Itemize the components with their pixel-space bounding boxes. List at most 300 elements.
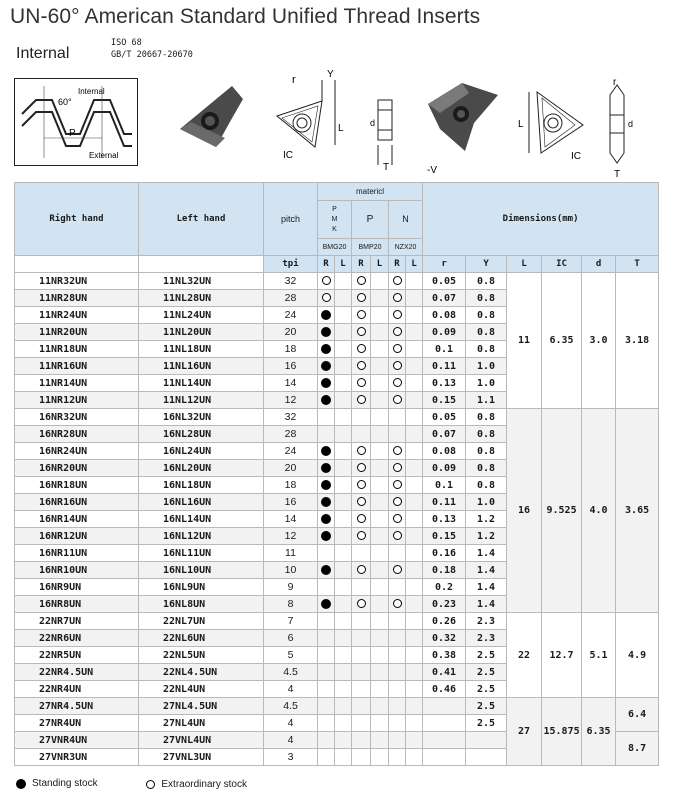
tpi-cell: 10 xyxy=(264,562,318,579)
open-circle-icon xyxy=(393,531,402,540)
left-hand-code: 16NL20UN xyxy=(139,460,264,477)
stock-cell xyxy=(318,443,335,460)
insert-photo-v-icon xyxy=(428,83,498,151)
page-subtitle: Internal xyxy=(16,45,70,62)
subheader-ic: IC xyxy=(542,256,582,273)
stock-cell xyxy=(371,443,389,460)
stock-cell xyxy=(389,630,406,647)
insert-t-label: T xyxy=(383,162,390,173)
stock-cell xyxy=(335,511,352,528)
tpi-cell: 4.5 xyxy=(264,664,318,681)
tpi-cell: 28 xyxy=(264,290,318,307)
stock-cell xyxy=(352,630,371,647)
table-row xyxy=(15,409,659,426)
r-cell: 0.1 xyxy=(423,477,466,494)
stock-cell xyxy=(406,460,423,477)
stock-cell xyxy=(318,545,335,562)
stock-cell xyxy=(318,307,335,324)
left-hand-code: 11NL18UN xyxy=(139,341,264,358)
stock-cell xyxy=(318,426,335,443)
tpi-cell: 9 xyxy=(264,579,318,596)
stock-cell xyxy=(371,630,389,647)
col-header-left-hand: Left hand xyxy=(139,183,264,256)
y-cell: 0.8 xyxy=(466,290,507,307)
y-cell: 2.3 xyxy=(466,613,507,630)
stock-cell xyxy=(406,511,423,528)
open-circle-icon xyxy=(357,480,366,489)
y-cell: 0.8 xyxy=(466,341,507,358)
stock-cell xyxy=(406,630,423,647)
profile-pitch-label: P xyxy=(69,128,76,139)
group-l-cell: 16 xyxy=(507,409,542,613)
stock-cell xyxy=(406,392,423,409)
r-cell: 0.09 xyxy=(423,460,466,477)
open-circle-icon xyxy=(357,599,366,608)
y-cell: 0.8 xyxy=(466,409,507,426)
stock-cell xyxy=(389,647,406,664)
insert-drawing-icon xyxy=(277,80,335,147)
stock-cell xyxy=(352,528,371,545)
group-d-cell: 6.35 xyxy=(582,698,616,766)
group-l-cell: 27 xyxy=(507,698,542,766)
group-l-cell: 11 xyxy=(507,273,542,409)
tpi-cell: 32 xyxy=(264,273,318,290)
right-hand-code: 16NR20UN xyxy=(15,460,139,477)
right-hand-code: 16NR28UN xyxy=(15,426,139,443)
left-hand-code: 16NL12UN xyxy=(139,528,264,545)
tpi-cell: 18 xyxy=(264,477,318,494)
open-circle-icon xyxy=(322,276,331,285)
legend-standing xyxy=(16,778,98,789)
open-circle-icon xyxy=(322,293,331,302)
stock-cell xyxy=(352,273,371,290)
stock-cell xyxy=(389,749,406,766)
insert-side-view-icon xyxy=(378,100,392,165)
stock-cell xyxy=(389,324,406,341)
subheader-l1: L xyxy=(335,256,352,273)
y-cell: 2.5 xyxy=(466,715,507,732)
filled-circle-icon xyxy=(321,480,331,490)
tpi-cell: 5 xyxy=(264,647,318,664)
left-hand-code: 22NL4.5UN xyxy=(139,664,264,681)
stock-cell xyxy=(371,545,389,562)
tpi-cell: 12 xyxy=(264,528,318,545)
stock-cell xyxy=(389,392,406,409)
right-hand-code: 16NR16UN xyxy=(15,494,139,511)
stock-cell xyxy=(371,426,389,443)
stock-cell xyxy=(371,375,389,392)
right-hand-code: 16NR32UN xyxy=(15,409,139,426)
open-circle-icon xyxy=(357,514,366,523)
tpi-cell: 12 xyxy=(264,392,318,409)
stock-cell xyxy=(335,681,352,698)
stock-cell xyxy=(352,545,371,562)
legend-extraordinary xyxy=(146,779,247,790)
stock-cell xyxy=(352,664,371,681)
y-cell: 1.4 xyxy=(466,545,507,562)
open-circle-icon xyxy=(357,446,366,455)
right-hand-code: 11NR12UN xyxy=(15,392,139,409)
stock-cell xyxy=(371,613,389,630)
group-t1-cell: 6.4 xyxy=(616,698,659,732)
stock-cell xyxy=(389,528,406,545)
filled-circle-icon xyxy=(321,599,331,609)
stock-cell xyxy=(318,528,335,545)
open-circle-icon xyxy=(357,565,366,574)
group-t-cell: 3.18 xyxy=(616,273,659,409)
standard-iso: ISO 68 xyxy=(111,38,142,48)
group-t2-cell: 8.7 xyxy=(616,732,659,766)
stock-cell xyxy=(318,579,335,596)
group-ic-cell: 15.875 xyxy=(542,698,582,766)
col-header-dimensions: Dimensions(mm) xyxy=(423,183,659,256)
left-hand-code: 27VNL4UN xyxy=(139,732,264,749)
y-cell: 0.8 xyxy=(466,307,507,324)
left-hand-code: 16NL16UN xyxy=(139,494,264,511)
group-ic-cell: 12.7 xyxy=(542,613,582,698)
r-cell: 0.32 xyxy=(423,630,466,647)
y-cell xyxy=(466,732,507,749)
insert2-t-label: T xyxy=(614,169,621,180)
subheader-r3: R xyxy=(389,256,406,273)
tpi-cell: 4.5 xyxy=(264,698,318,715)
y-cell: 1.0 xyxy=(466,494,507,511)
left-hand-code: 11NL14UN xyxy=(139,375,264,392)
left-hand-code: 11NL32UN xyxy=(139,273,264,290)
filled-circle-icon xyxy=(321,395,331,405)
legend xyxy=(16,778,293,792)
stock-cell xyxy=(352,732,371,749)
tpi-cell: 4 xyxy=(264,681,318,698)
col-header-material: matericl xyxy=(318,183,423,201)
r-cell: 0.08 xyxy=(423,443,466,460)
y-cell: 1.1 xyxy=(466,392,507,409)
left-hand-code: 22NL5UN xyxy=(139,647,264,664)
stock-cell xyxy=(406,358,423,375)
stock-cell xyxy=(318,494,335,511)
right-hand-code: 11NR18UN xyxy=(15,341,139,358)
stock-cell xyxy=(318,596,335,613)
stock-cell xyxy=(406,375,423,392)
group-d-cell: 4.0 xyxy=(582,409,616,613)
stock-cell xyxy=(352,613,371,630)
left-hand-code: 16NL18UN xyxy=(139,477,264,494)
r-cell: 0.11 xyxy=(423,358,466,375)
stock-cell xyxy=(371,494,389,511)
y-cell: 0.8 xyxy=(466,324,507,341)
stock-cell xyxy=(335,375,352,392)
stock-cell xyxy=(389,426,406,443)
stock-cell xyxy=(335,562,352,579)
stock-cell xyxy=(318,664,335,681)
stock-cell xyxy=(335,477,352,494)
open-circle-icon xyxy=(393,514,402,523)
subheader-r2: R xyxy=(352,256,371,273)
stock-cell xyxy=(352,324,371,341)
open-circle-icon xyxy=(393,344,402,353)
r-cell: 0.13 xyxy=(423,375,466,392)
left-hand-code: 16NL10UN xyxy=(139,562,264,579)
stock-cell xyxy=(406,307,423,324)
filled-circle-icon xyxy=(321,327,331,337)
stock-cell xyxy=(389,375,406,392)
stock-cell xyxy=(335,494,352,511)
stock-cell xyxy=(335,392,352,409)
right-hand-code: 16NR12UN xyxy=(15,528,139,545)
right-hand-code: 22NR5UN xyxy=(15,647,139,664)
table-row xyxy=(15,273,659,290)
subheader-l3: L xyxy=(406,256,423,273)
right-hand-code: 11NR14UN xyxy=(15,375,139,392)
right-hand-code: 11NR28UN xyxy=(15,290,139,307)
open-circle-icon xyxy=(393,327,402,336)
y-cell: 0.8 xyxy=(466,443,507,460)
subheader-r: r xyxy=(423,256,466,273)
subheader-l: L xyxy=(507,256,542,273)
stock-cell xyxy=(335,630,352,647)
stock-cell xyxy=(318,324,335,341)
stock-cell xyxy=(318,409,335,426)
stock-cell xyxy=(335,749,352,766)
right-hand-code: 16NR9UN xyxy=(15,579,139,596)
stock-cell xyxy=(389,460,406,477)
stock-cell xyxy=(406,494,423,511)
group-l-cell: 22 xyxy=(507,613,542,698)
stock-cell xyxy=(335,460,352,477)
stock-cell xyxy=(371,307,389,324)
stock-cell xyxy=(389,664,406,681)
tpi-cell: 6 xyxy=(264,630,318,647)
stock-cell xyxy=(371,732,389,749)
tpi-cell: 24 xyxy=(264,443,318,460)
filled-circle-icon xyxy=(321,463,331,473)
open-circle-icon xyxy=(393,599,402,608)
tpi-cell: 28 xyxy=(264,426,318,443)
left-hand-code: 16NL8UN xyxy=(139,596,264,613)
open-circle-icon xyxy=(357,327,366,336)
stock-cell xyxy=(318,341,335,358)
right-hand-code: 11NR20UN xyxy=(15,324,139,341)
r-cell: 0.07 xyxy=(423,426,466,443)
stock-cell xyxy=(389,545,406,562)
stock-cell xyxy=(389,307,406,324)
stock-cell xyxy=(335,324,352,341)
stock-cell xyxy=(371,460,389,477)
insert2-r-label: r xyxy=(613,77,617,88)
table-row xyxy=(15,698,659,715)
stock-cell xyxy=(406,749,423,766)
right-hand-code: 22NR7UN xyxy=(15,613,139,630)
r-cell xyxy=(423,732,466,749)
stock-cell xyxy=(352,290,371,307)
stock-cell xyxy=(406,477,423,494)
open-circle-icon xyxy=(393,378,402,387)
stock-cell xyxy=(335,426,352,443)
open-circle-icon xyxy=(393,565,402,574)
stock-cell xyxy=(371,273,389,290)
stock-cell xyxy=(352,562,371,579)
tpi-cell: 7 xyxy=(264,613,318,630)
y-cell: 2.5 xyxy=(466,681,507,698)
y-cell: 0.8 xyxy=(466,477,507,494)
stock-cell xyxy=(352,698,371,715)
y-cell: 2.5 xyxy=(466,664,507,681)
stock-cell xyxy=(371,698,389,715)
stock-cell xyxy=(406,409,423,426)
left-hand-code: 11NL16UN xyxy=(139,358,264,375)
stock-cell xyxy=(318,460,335,477)
r-cell xyxy=(423,715,466,732)
open-circle-icon xyxy=(393,446,402,455)
open-circle-icon xyxy=(357,497,366,506)
legend-extraordinary-label: Extraordinary stock xyxy=(161,778,247,790)
r-cell xyxy=(423,698,466,715)
r-cell: 0.09 xyxy=(423,324,466,341)
stock-cell xyxy=(335,528,352,545)
tpi-cell: 4 xyxy=(264,732,318,749)
r-cell: 0.2 xyxy=(423,579,466,596)
open-circle-icon xyxy=(393,361,402,370)
stock-cell xyxy=(335,307,352,324)
right-hand-code: 22NR4UN xyxy=(15,681,139,698)
stock-cell xyxy=(352,375,371,392)
stock-cell xyxy=(371,511,389,528)
r-cell: 0.41 xyxy=(423,664,466,681)
stock-cell xyxy=(389,290,406,307)
y-cell: 1.2 xyxy=(466,528,507,545)
subheader-blank xyxy=(139,256,264,273)
profile-angle-label: 60° xyxy=(58,97,72,107)
right-hand-code: 16NR11UN xyxy=(15,545,139,562)
open-circle-icon xyxy=(146,780,155,789)
r-cell: 0.08 xyxy=(423,307,466,324)
stock-cell xyxy=(352,715,371,732)
stock-cell xyxy=(318,715,335,732)
stock-cell xyxy=(371,392,389,409)
col-header-mat-p: P xyxy=(352,201,389,239)
left-hand-code: 16NL24UN xyxy=(139,443,264,460)
stock-cell xyxy=(371,579,389,596)
stock-cell xyxy=(371,409,389,426)
stock-cell xyxy=(371,358,389,375)
open-circle-icon xyxy=(357,293,366,302)
left-hand-code: 16NL9UN xyxy=(139,579,264,596)
open-circle-icon xyxy=(357,276,366,285)
insert-v-drawing-icon xyxy=(529,92,583,153)
stock-cell xyxy=(389,613,406,630)
tpi-cell: 20 xyxy=(264,324,318,341)
group-t-cell: 3.65 xyxy=(616,409,659,613)
subheader-y: Y xyxy=(466,256,507,273)
stock-cell xyxy=(352,341,371,358)
stock-cell xyxy=(318,358,335,375)
open-circle-icon xyxy=(357,531,366,540)
insert-r-label: r xyxy=(292,74,296,86)
stock-cell xyxy=(318,647,335,664)
y-cell: 1.0 xyxy=(466,375,507,392)
stock-cell xyxy=(371,664,389,681)
stock-cell xyxy=(389,341,406,358)
thread-profile-diagram xyxy=(14,78,138,166)
grade-bmp20: BMP20 xyxy=(352,239,389,256)
stock-cell xyxy=(406,579,423,596)
filled-circle-icon xyxy=(16,779,26,789)
stock-cell xyxy=(352,307,371,324)
r-cell: 0.18 xyxy=(423,562,466,579)
stock-cell xyxy=(406,443,423,460)
y-cell: 1.2 xyxy=(466,511,507,528)
stock-cell xyxy=(406,664,423,681)
open-circle-icon xyxy=(357,463,366,472)
group-t-cell: 4.9 xyxy=(616,613,659,698)
stock-cell xyxy=(406,732,423,749)
group-ic-cell: 9.525 xyxy=(542,409,582,613)
y-cell: 0.8 xyxy=(466,426,507,443)
open-circle-icon xyxy=(357,344,366,353)
stock-cell xyxy=(318,562,335,579)
insert-table xyxy=(14,182,659,766)
group-ic-cell: 6.35 xyxy=(542,273,582,409)
col-header-right-hand: Right hand xyxy=(15,183,139,256)
stock-cell xyxy=(406,715,423,732)
left-hand-code: 27NL4UN xyxy=(139,715,264,732)
y-cell: 1.4 xyxy=(466,579,507,596)
insert-photo-icon xyxy=(180,86,243,147)
open-circle-icon xyxy=(357,395,366,404)
stock-cell xyxy=(352,358,371,375)
stock-cell xyxy=(371,324,389,341)
subheader-l2: L xyxy=(371,256,389,273)
stock-cell xyxy=(371,647,389,664)
stock-cell xyxy=(318,630,335,647)
insert2-side-view-icon xyxy=(610,85,624,163)
stock-cell xyxy=(318,681,335,698)
tpi-cell: 32 xyxy=(264,409,318,426)
stock-cell xyxy=(389,443,406,460)
right-hand-code: 27VNR4UN xyxy=(15,732,139,749)
insert-ic-label: IC xyxy=(283,150,293,161)
stock-cell xyxy=(371,715,389,732)
stock-cell xyxy=(352,647,371,664)
stock-cell xyxy=(352,426,371,443)
r-cell: 0.11 xyxy=(423,494,466,511)
stock-cell xyxy=(406,596,423,613)
legend-standing-label: Standing stock xyxy=(32,778,98,789)
tpi-cell: 11 xyxy=(264,545,318,562)
right-hand-code: 27NR4.5UN xyxy=(15,698,139,715)
stock-cell xyxy=(389,698,406,715)
stock-cell xyxy=(318,477,335,494)
stock-cell xyxy=(335,273,352,290)
tpi-cell: 4 xyxy=(264,715,318,732)
stock-cell xyxy=(389,494,406,511)
stock-cell xyxy=(406,545,423,562)
stock-cell xyxy=(335,545,352,562)
insert-d-label: d xyxy=(370,118,376,128)
tpi-cell: 3 xyxy=(264,749,318,766)
stock-cell xyxy=(389,715,406,732)
right-hand-code: 27NR4UN xyxy=(15,715,139,732)
stock-cell xyxy=(352,596,371,613)
stock-cell xyxy=(318,749,335,766)
y-cell: 1.0 xyxy=(466,358,507,375)
r-cell: 0.15 xyxy=(423,528,466,545)
filled-circle-icon xyxy=(321,514,331,524)
tpi-cell: 14 xyxy=(264,375,318,392)
insert-neg-v-label: -V xyxy=(427,165,437,176)
stock-cell xyxy=(406,528,423,545)
table-row xyxy=(15,613,659,630)
